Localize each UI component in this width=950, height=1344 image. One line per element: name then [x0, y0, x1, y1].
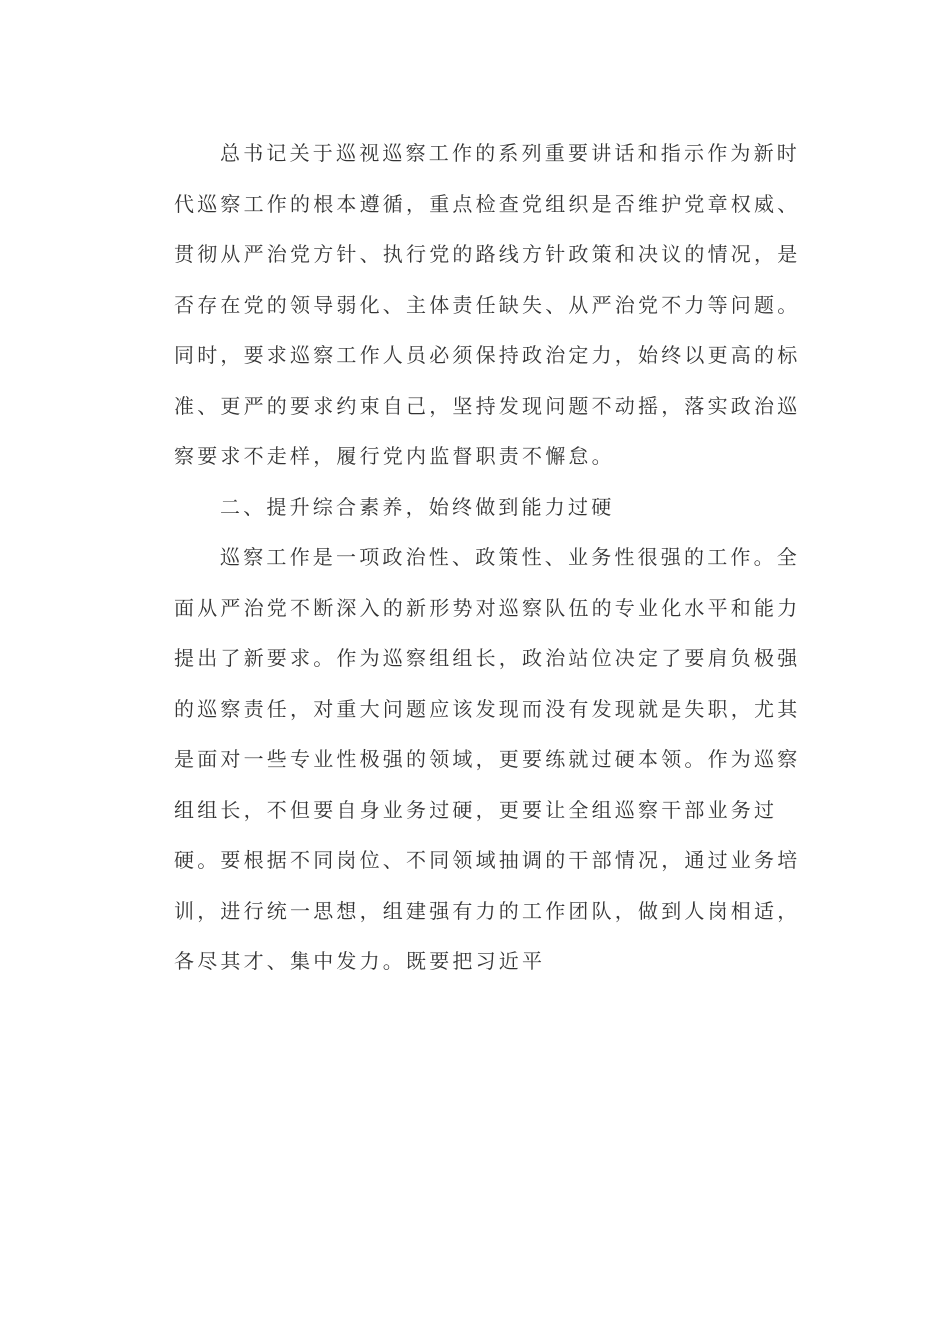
- text-line: 提出了新要求。作为巡察组组长，政治站位决定了要肩负极强: [174, 646, 801, 670]
- text-line: 面从严治党不断深入的新形势对巡察队伍的专业化水平和能力: [174, 595, 801, 620]
- text-line: 同时，要求巡察工作人员必须保持政治定力，始终以更高的标: [174, 343, 801, 367]
- text-line: 贯彻从严治党方针、执行党的路线方针政策和决议的情况，是: [174, 242, 801, 266]
- text-line: 总书记关于巡视巡察工作的系列重要讲话和指示作为新时: [220, 141, 800, 165]
- text-line: 巡察工作是一项政治性、政策性、业务性很强的工作。全: [220, 545, 800, 569]
- paragraph-1: [174, 128, 801, 482]
- text-line: 察要求不走样，履行党内监督职责不懈怠。: [174, 444, 615, 468]
- text-line: 代巡察工作的根本遵循，重点检查党组织是否维护党章权威、: [174, 191, 801, 216]
- text-line: 硬。要根据不同岗位、不同领域抽调的干部情况，通过业务培: [174, 848, 801, 872]
- text-line: 各尽其才、集中发力。既要把习近平: [174, 949, 546, 973]
- text-line: 的巡察责任，对重大问题应该发现而没有发现就是失职，尤其: [174, 696, 801, 721]
- text-line: 组组长，不但要自身业务过硬，更要让全组巡察干部业务过: [174, 797, 778, 822]
- section-heading: [174, 482, 774, 533]
- heading-line: 二、提升综合素养，始终做到能力过硬: [220, 494, 615, 519]
- text-line: 否存在党的领导弱化、主体责任缺失、从严治党不力等问题。: [174, 292, 801, 317]
- text-line: 训，进行统一思想，组建强有力的工作团队，做到人岗相适，: [174, 898, 801, 923]
- paragraph-2: [174, 532, 801, 987]
- text-line: 是面对一些专业性极强的领域，更要练就过硬本领。作为巡察: [174, 747, 801, 771]
- document-body: [174, 128, 801, 987]
- text-line: 准、更严的要求约束自己，坚持发现问题不动摇，落实政治巡: [174, 393, 801, 418]
